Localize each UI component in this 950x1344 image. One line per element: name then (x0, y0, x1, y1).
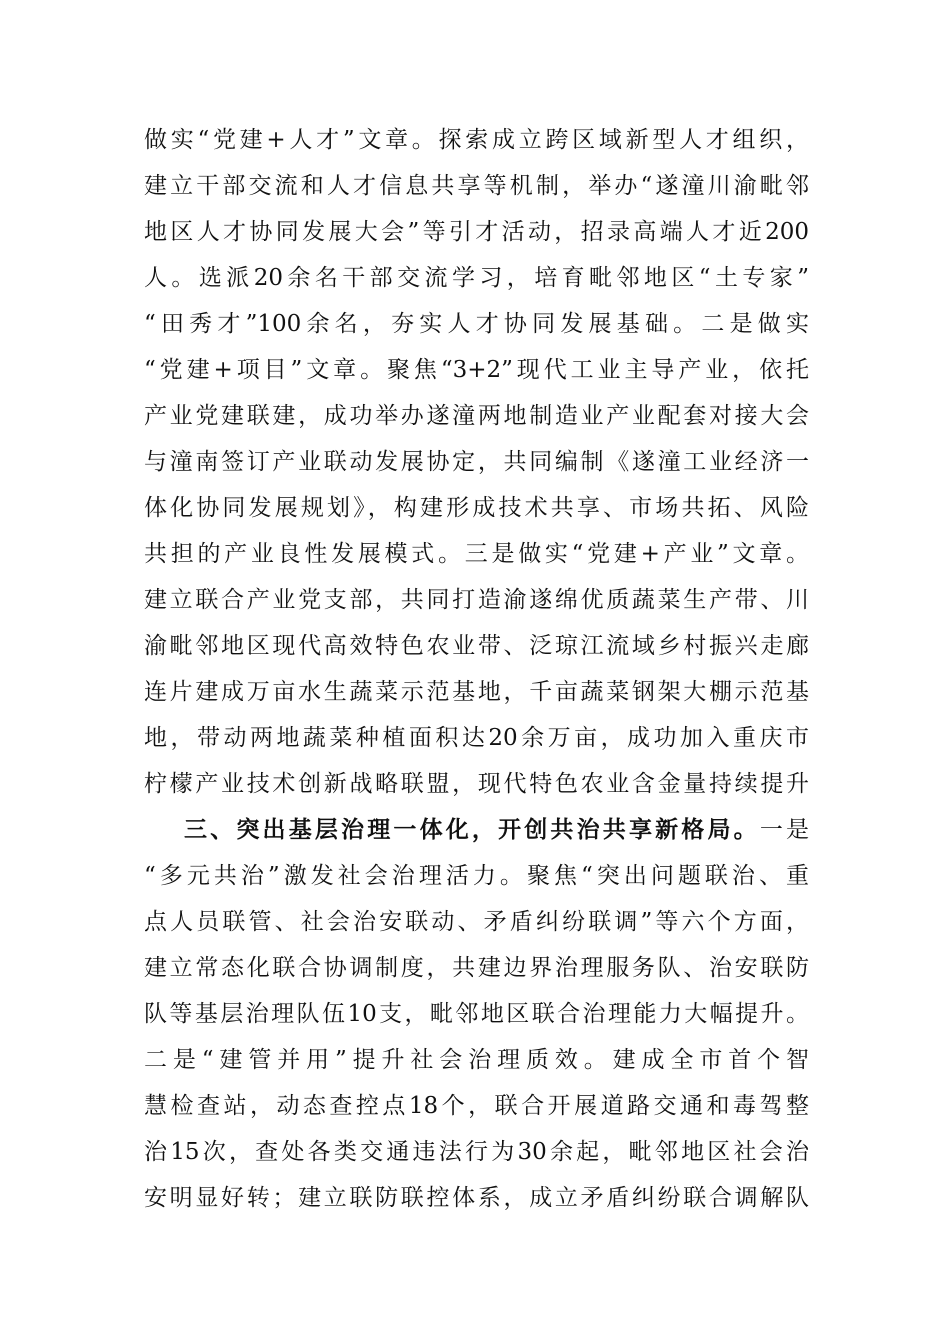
text-line: 连片建成万亩水生蔬菜示范基地，千亩蔬菜钢架大棚示范基 (144, 679, 809, 705)
text-line: 人。选派20余名干部交流学习，培育毗邻地区“土专家” (144, 265, 809, 291)
text-line: 地区人才协同发展大会”等引才活动，招录高端人才近200 (144, 219, 809, 245)
text-line: 二是“建管并用”提升社会治理质效。建成全市首个智 (144, 1047, 809, 1073)
text-line: 建立常态化联合协调制度，共建边界治理服务队、治安联防 (144, 955, 809, 981)
text-line: 点人员联管、社会治安联动、矛盾纠纷联调”等六个方面， (144, 909, 809, 935)
text-line: 产业党建联建，成功举办遂潼两地制造业产业配套对接大会 (144, 403, 809, 429)
text-line: 安明显好转；建立联防联控体系，成立矛盾纠纷联合调解队 (144, 1185, 809, 1211)
text-line: 体化协同发展规划》，构建形成技术共享、市场共拓、风险 (144, 495, 809, 521)
text-line: 共担的产业良性发展模式。三是做实“党建+产业”文章。 (144, 541, 809, 567)
text-line: 柠檬产业技术创新战略联盟，现代特色农业含金量持续提升 (144, 771, 809, 797)
body-text (144, 117, 809, 1221)
text-line: 渝毗邻地区现代高效特色农业带、泛琼江流域乡村振兴走廊 (144, 633, 809, 659)
text-line: 慧检查站，动态查控点18个，联合开展道路交通和毒驾整 (144, 1093, 809, 1119)
text-line: 建立干部交流和人才信息共享等机制，举办“遂潼川渝毗邻 (144, 173, 809, 199)
text-line: 地，带动两地蔬菜种植面积达20余万亩，成功加入重庆市 (144, 725, 809, 751)
text-line: “多元共治”激发社会治理活力。聚焦“突出问题联治、重 (144, 863, 809, 889)
text-line: 治15次，查处各类交通违法行为30余起，毗邻地区社会治 (144, 1139, 809, 1165)
text-line: “田秀才”100余名，夯实人才协同发展基础。二是做实 (144, 311, 809, 337)
section-heading-line (144, 807, 809, 853)
text-line: 队等基层治理队伍10支，毗邻地区联合治理能力大幅提升。 (144, 1001, 809, 1027)
text-line: “党建+项目”文章。聚焦“3+2”现代工业主导产业，依托 (144, 357, 809, 383)
text-line: 做实“党建+人才”文章。探索成立跨区域新型人才组织， (144, 127, 809, 153)
section-heading: 三、突出基层治理一体化，开创共治共享新格局。 (184, 817, 760, 843)
text-line: 建立联合产业党支部，共同打造渝遂绵优质蔬菜生产带、川 (144, 587, 809, 613)
text-line: 与潼南签订产业联动发展协定，共同编制《遂潼工业经济一 (144, 449, 809, 475)
section-heading-tail: 一是 (759, 817, 810, 843)
